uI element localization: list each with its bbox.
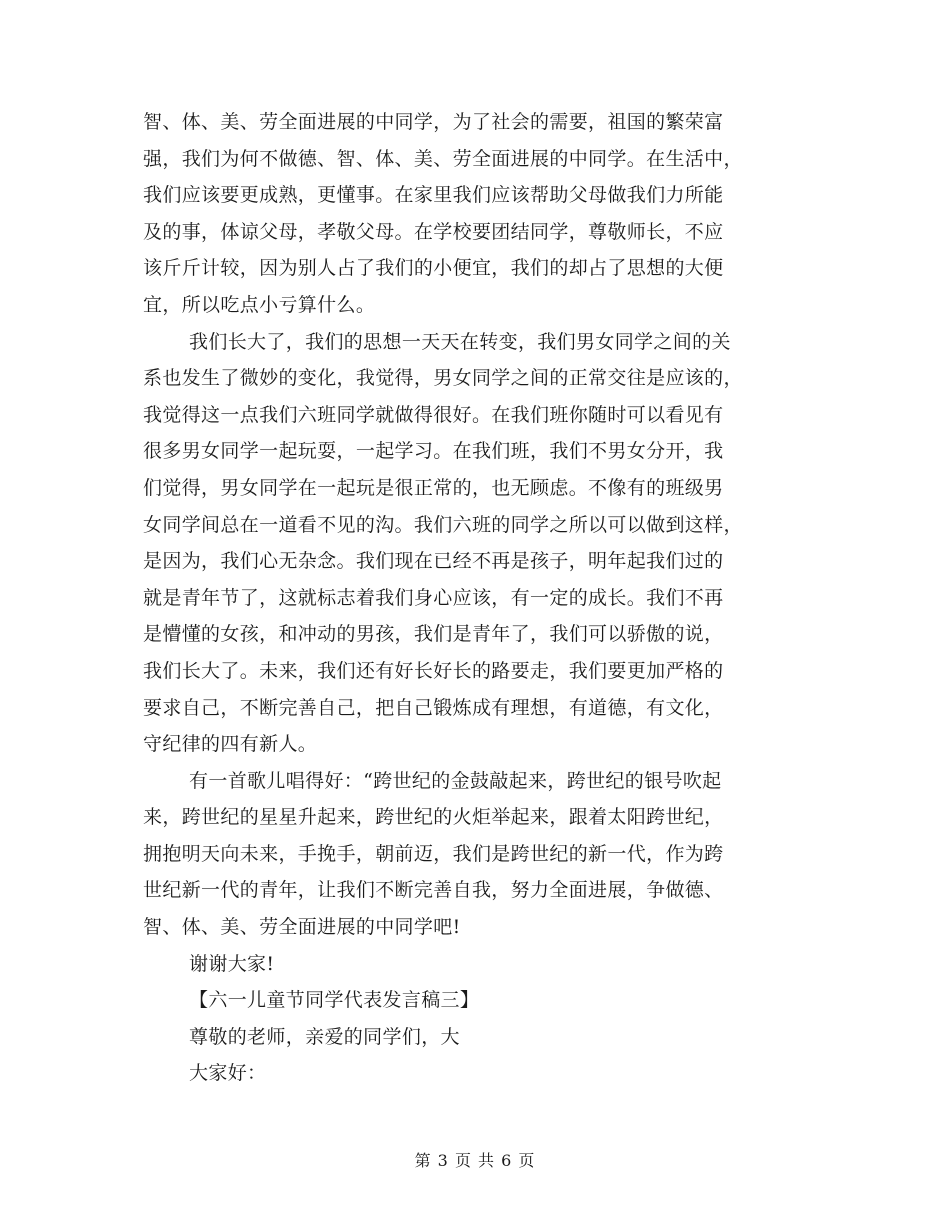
text-line: 们觉得，男女同学在一起玩是很正常的，也无顾虑。不像有的班级男: [143, 476, 724, 499]
page-number: 第 3 页 共 6 页: [414, 1151, 536, 1170]
text-line: 是因为，我们心无杂念。我们现在已经不再是孩子，明年起我们过的: [143, 550, 724, 573]
text-line: 守纪律的四有新人。: [143, 733, 318, 756]
text-line: 要求自己，不断完善自己，把自己锻炼成有理想，有道德，有文化，: [143, 696, 724, 719]
text-line: 强，我们为何不做德、智、体、美、劳全面进展的中同学。在生活中，: [143, 147, 743, 170]
text-line: 我们应该要更成熟，更懂事。在家里我们应该帮助父母做我们力所能: [143, 184, 724, 207]
text-line: 【六一儿童节同学代表发言稿三】: [189, 989, 480, 1012]
text-line: 及的事，体谅父母，孝敬父母。在学校要团结同学，尊敬师长，不应: [143, 220, 724, 243]
text-line: 世纪新一代的青年，让我们不断完善自我，努力全面进展，争做德、: [143, 879, 724, 902]
text-line: 谢谢大家!: [189, 952, 275, 975]
text-line: 女同学间总在一道看不见的沟。我们六班的同学之所以可以做到这样，: [143, 513, 743, 536]
text-line: 拥抱明天向未来，手挽手，朝前迈，我们是跨世纪的新一代，作为跨: [143, 842, 724, 865]
text-line: 很多男女同学一起玩耍，一起学习。在我们班，我们不男女分开，我: [143, 440, 724, 463]
text-line: 系也发生了微妙的变化，我觉得，男女同学之间的正常交往是应该的，: [143, 367, 743, 390]
text-line: 尊敬的老师，亲爱的同学们，大: [189, 1025, 460, 1048]
body-text: [143, 104, 803, 1092]
text-line: 我们长大了。未来，我们还有好长好长的路要走，我们要更加严格的: [143, 659, 724, 682]
text-line: 智、体、美、劳全面进展的中同学吧!: [143, 916, 461, 939]
text-line: 来，跨世纪的星星升起来，跨世纪的火炬举起来，跟着太阳跨世纪，: [143, 806, 724, 829]
text-line: 就是青年节了，这就标志着我们身心应该，有一定的成长。我们不再: [143, 586, 724, 609]
text-line: 该斤斤计较，因为别人占了我们的小便宜，我们的却占了思想的大便: [143, 257, 724, 280]
text-line: 智、体、美、劳全面进展的中同学，为了社会的需要，祖国的繁荣富: [143, 111, 724, 133]
text-line: 有一首歌儿唱得好：“跨世纪的金鼓敲起来，跨世纪的银号吹起: [189, 769, 722, 792]
text-line: 宜，所以吃点小亏算什么。: [143, 293, 376, 316]
text-line: 大家好：: [189, 1062, 267, 1085]
text-line: 是懵懂的女孩，和冲动的男孩，我们是青年了，我们可以骄傲的说，: [143, 623, 724, 646]
text-line: 我们长大了，我们的思想一天天在转变，我们男女同学之间的关: [189, 330, 731, 353]
text-line: 我觉得这一点我们六班同学就做得很好。在我们班你随时可以看见有: [143, 403, 724, 426]
